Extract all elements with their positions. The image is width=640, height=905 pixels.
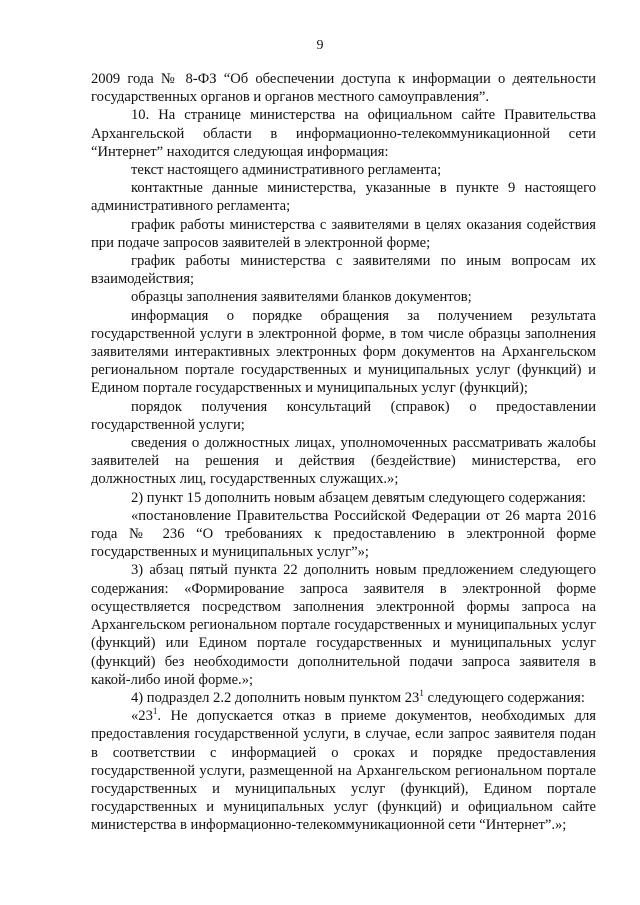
- paragraph-text: 10. На странице министерства на официальном сайте Правительства Архангельской области в информационно-телекоммуникационной сети “Интернет” находится следующая информация:: [91, 107, 596, 160]
- paragraph-text: образцы заполнения заявителями бланков документов;: [131, 289, 472, 306]
- paragraph: [91, 507, 596, 562]
- paragraph-text: 4) подраздел 2.2 дополнить новым пунктом 23: [131, 689, 420, 706]
- paragraph: [91, 689, 596, 707]
- paragraph-text: 3) абзац пятый пункта 22 дополнить новым предложением следующего содержания: «Формирование запроса заявителя в электронной форме осуществляется посредством заполнения электронной формы запроса на Архангельском региональном портале государственных и муниципальных услуг (функций) или Едином портале государственных и муниципальных услуг (функций) без необходимости дополнительной подачи запроса заявителя в какой-либо иной форме.»;: [91, 562, 596, 688]
- paragraph: [91, 179, 596, 215]
- paragraph-text: сведения о должностных лицах, уполномоченных рассматривать жалобы заявителей на решения и действия (бездействие) министерства, его должностных лиц, государственных служащих.»;: [91, 435, 596, 488]
- paragraph-text: информация о порядке обращения за получением результата государственной услуги в электронной форме, в том числе образцы заполнения заявителями интерактивных электронных форм документов на Архангельском региональном портале государственных и муниципальных услуг (функций) и Едином портале государственных и муниципальных услуг (функций);: [91, 307, 596, 397]
- paragraph-text: 2) пункт 15 дополнить новым абзацем девятым следующего содержания:: [131, 489, 586, 506]
- paragraph: [91, 398, 596, 434]
- paragraph: [91, 489, 596, 507]
- paragraph: [91, 161, 596, 179]
- paragraph: [91, 216, 596, 252]
- superscript: 1: [152, 706, 158, 717]
- paragraph-text: график работы министерства с заявителями по иным вопросам их взаимодействия;: [91, 253, 596, 288]
- paragraph-text: контактные данные министерства, указанные в пункте 9 настоящего административного регламента;: [91, 180, 596, 215]
- paragraph: [91, 561, 596, 688]
- paragraph-text: текст настоящего административного регламента;: [131, 162, 442, 179]
- paragraph: [91, 434, 596, 489]
- paragraph-text: «23: [131, 708, 153, 725]
- paragraph: [91, 252, 596, 288]
- page-number: 9: [316, 38, 324, 53]
- paragraph-text-tail: . Не допускается отказ в приеме документов, необходимых для предоставления государственной услуги, в случае, если запрос заявителя подан в соответствии с информацией о сроках и порядке предоставления государственной услуги, размещенной на Архангельском региональном портале государственных и муниципальных услуг (функций), Едином портале государственных и муниципальных услуг (функций) и официальном сайте министерства в информационно-телекоммуникационной сети “Интернет”.»;: [91, 708, 596, 834]
- paragraph: [91, 307, 596, 398]
- paragraph-text: 2009 года № 8-ФЗ “Об обеспечении доступа к информации о деятельности государственных органов и органов местного самоуправления”.: [91, 71, 596, 106]
- paragraph-text: «постановление Правительства Российской Федерации от 26 марта 2016 года № 236 “О требованиях к предоставлению в электронной форме государственных и муниципальных услуг”»;: [91, 507, 596, 561]
- document-body: [91, 70, 596, 835]
- paragraph: [91, 106, 596, 161]
- superscript: 1: [419, 687, 424, 698]
- paragraph-text: график работы министерства с заявителями в целях оказания содействия при подаче запросов заявителей в электронной форме;: [91, 216, 596, 251]
- paragraph-text: порядок получения консультаций (справок) о предоставлении государственной услуги;: [91, 398, 596, 433]
- paragraph: [91, 707, 596, 834]
- paragraph: [91, 70, 596, 106]
- paragraph-text-tail: следующего содержания:: [423, 689, 585, 706]
- paragraph: [91, 288, 596, 306]
